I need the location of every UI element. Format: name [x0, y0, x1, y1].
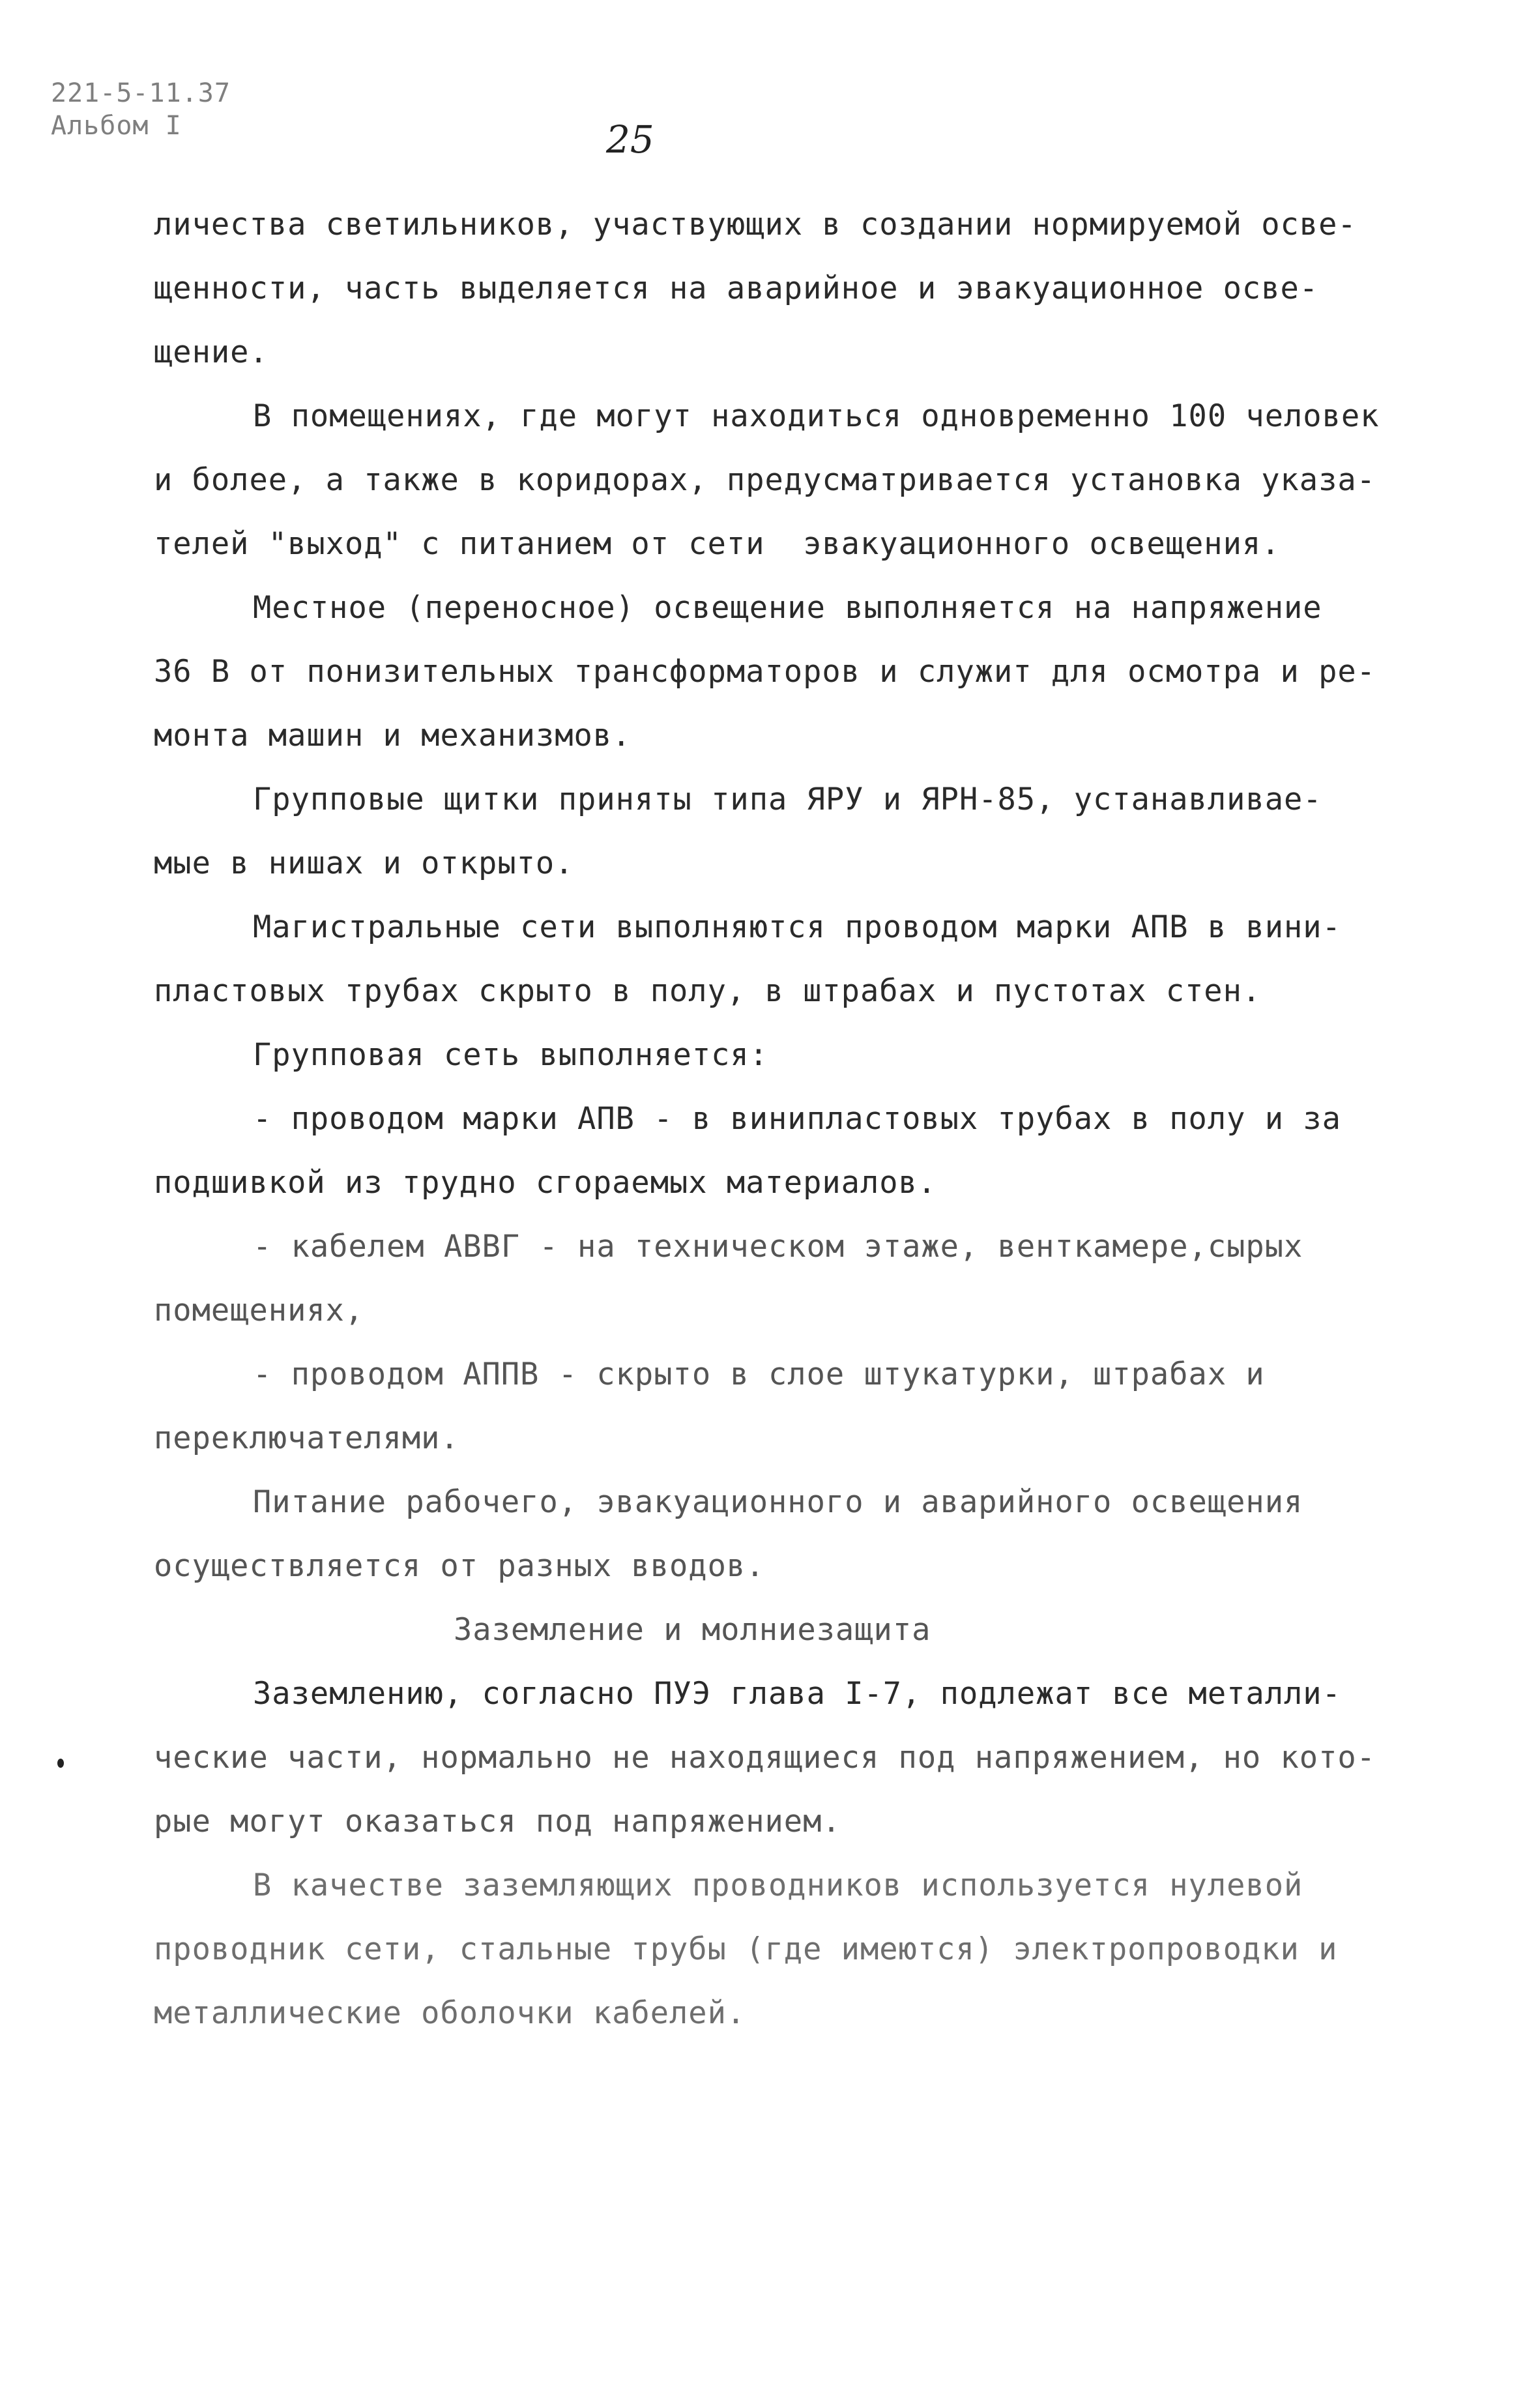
paragraph-start: В качестве заземляющих проводников используется нулевой: [253, 1867, 1303, 1903]
text-line: щенности, часть выделяется на аварийное и эвакуационное осве-: [154, 271, 1319, 306]
text-line: подшивкой из трудно сгораемых материалов.: [154, 1165, 937, 1201]
paragraph-start: Групповая сеть выполняется:: [253, 1037, 769, 1073]
margin-dot: [57, 1759, 64, 1768]
paragraph-start: Местное (переносное) освещение выполняется на напряжение: [253, 590, 1322, 626]
text-line: рые могут оказаться под напряжением.: [154, 1804, 841, 1839]
text-line: монта машин и механизмов.: [154, 718, 632, 754]
text-line: 36 В от понизительных трансформаторов и служит для осмотра и ре-: [154, 654, 1376, 690]
text-line: пластовых трубах скрыто в полу, в штрабах и пустотах стен.: [154, 973, 1262, 1009]
text-line: щение.: [154, 334, 269, 370]
text-line: осуществляется от разных вводов.: [154, 1548, 765, 1584]
list-item: - проводом АППВ - скрыто в слое штукатурки, штрабах и: [253, 1356, 1265, 1392]
archive-stamp: [51, 77, 231, 142]
paragraph-start: Питание рабочего, эвакуационного и аварийного освещения: [253, 1484, 1303, 1520]
text-line: помещениях,: [154, 1293, 364, 1328]
text-line: личества светильников, участвующих в создании нормируемой осве-: [154, 207, 1357, 242]
text-line: проводник сети, стальные трубы (где имеются) электропроводки и: [154, 1931, 1338, 1967]
list-item: - проводом марки АПВ - в винипластовых трубах в полу и за: [253, 1101, 1341, 1137]
text-line: ческие части, нормально не находящиеся под напряжением, но кото-: [154, 1740, 1376, 1776]
document-body: [154, 193, 1431, 2045]
stamp-code: 221-5-11.37: [51, 78, 231, 108]
paragraph-start: Групповые щитки приняты типа ЯРУ и ЯРН-85, устанавливае-: [253, 782, 1322, 817]
page-number: 25: [606, 117, 654, 162]
text-line: и более, а также в коридорах, предусматривается установка указа-: [154, 462, 1376, 498]
text-line: телей "выход" с питанием от сети эвакуационного освещения.: [154, 526, 1281, 562]
paragraph-start: Заземлению, согласно ПУЭ глава I-7, подлежат все металли-: [253, 1676, 1341, 1712]
stamp-album: Альбом I: [51, 111, 182, 141]
paragraph-start: Магистральные сети выполняются проводом марки АПВ в вини-: [253, 909, 1341, 945]
section-heading: Заземление и молниезащита: [454, 1612, 931, 1648]
paragraph-start: В помещениях, где могут находиться одновременно 100 человек: [253, 398, 1380, 434]
list-item: - кабелем АВВГ - на техническом этаже, венткамере,сырых: [253, 1229, 1303, 1265]
text-line: металлические оболочки кабелей.: [154, 1995, 746, 2031]
text-line: мые в нишах и открыто.: [154, 845, 574, 881]
text-line: переключателями.: [154, 1420, 459, 1456]
